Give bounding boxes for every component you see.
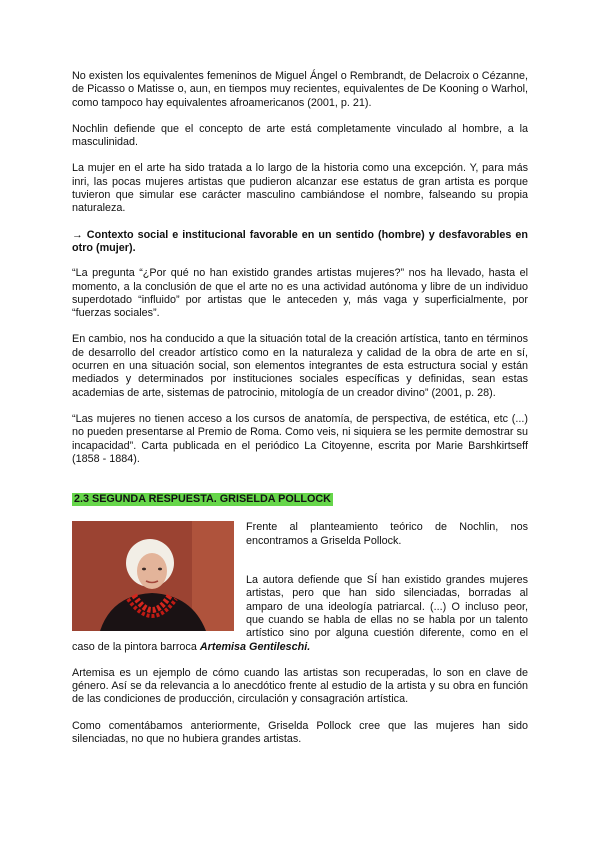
paragraph-nochlin-quote: No existen los equivalentes femeninos de Miguel Ángel o Rembrandt, de Delacroix o Cézanne, de Picasso o Matisse o, aun, en tiempos muy recientes, equivalentes de De Kooning o Warhol, como tampoco hay equivalentes afroamericanos (2001, p. 21). [72,70,528,109]
paragraph-pollock-intro: Frente al planteamiento teórico de Nochlin, nos encontramos a Griselda Pollock. [246,521,528,547]
paragraph-closing: Como comentábamos anteriormente, Griselda Pollock cree que las mujeres han sido silenciadas, no que no hubiera grandes artistas. [72,719,528,745]
paragraph-question-quote: “La pregunta “¿Por qué no han existido grandes artistas mujeres?” nos ha llevado, hasta el momento, a la conclusión de que el arte no es una actividad autónoma y libre de un individuo superdotado “influido” por artistas que le anteceden y, más vaga y superficialmente, por “fuerzas sociales”. [72,267,528,320]
pollock-main-text: La autora defiende que SÍ han existido grandes mujeres artistas, pero que han sido silenciadas, borradas al amparo de una ideología patriarcal. (...) O incluso peor, que cuando se habla de ellas no se habla por un talento artístico sino por alguna cuestión diferente, como en el caso de la pintora barroca [72,574,528,653]
griselda-pollock-photo [72,521,234,631]
paragraph-social-situation: En cambio, nos ha conducido a que la situación total de la creación artística, tanto en términos de desarrollo del creador artístico como en la naturaleza y calidad de la obra de arte en sí, ocurren en una situación social, son elementos integrantes de esta estructura social y están mediados y determinados por instituciones sociales específicas y definidas, sean estas academias de arte, sistemas de patrocinio, mitología de un creador divino” (2001, p. 28). [72,333,528,399]
paragraph-nochlin-masculinity: Nochlin defiende que el concepto de arte está completamente vinculado al hombre, a la masculinidad. [72,122,528,149]
arrow-heading: → Contexto social e institucional favorable en un sentido (hombre) y desfavorables en otro (mujer). [72,228,528,254]
section-heading-pollock: 2.3 SEGUNDA RESPUESTA. GRISELDA POLLOCK [74,493,331,506]
paragraph-artemisa-example: Artemisa es un ejemplo de cómo cuando las artistas son recuperadas, lo son en clave de género. Así se da relevancia a lo anecdótico frente al estudio de la artista y su obra en función de las condiciones de producción, circulación y consagración artística. [72,666,528,706]
document-page [72,70,528,759]
paragraph-citoyenne-letter: “Las mujeres no tienen acceso a los cursos de anatomía, de perspectiva, de estética, etc (...) no pueden presentarse al Premio de Roma. Como veis, ni siquiera se les permite demostrar su incapacidad”. Carta publicada en el periódico La Citoyenne, escrita por Marie Barshkirtseff (1858 - 1884). [72,412,528,465]
pollock-figure [72,521,528,666]
portrait-illustration [72,521,234,631]
paragraph-exception: La mujer en el arte ha sido tratada a lo largo de la historia como una excepción. Y, para más inri, las pocas mujeres artistas que pudieron alcanzar ese estatus de gran artista es porque tuvieron que simular ese carácter masculino cambiándose el nombre, falseando su propia naturaleza. [72,162,528,215]
artemisa-name: Artemisa Gentileschi. [199,640,311,653]
